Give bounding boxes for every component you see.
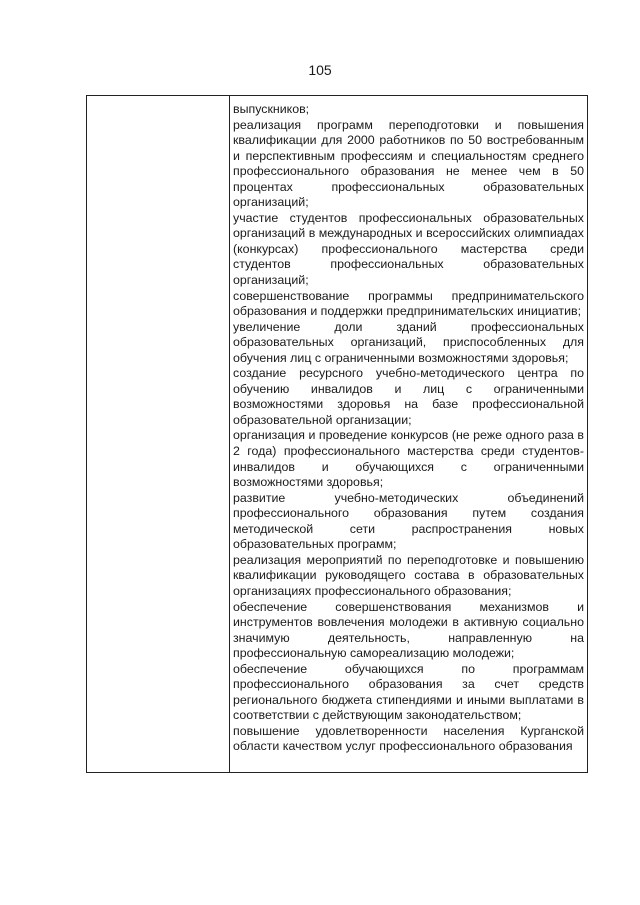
list-item: обеспечение совершенствования механизмов и инструментов вовлечения молодежи в активную социально значимую деятельность, направленную на профессиональную самореализацию молодежи; — [233, 599, 584, 661]
list-item: создание ресурсного учебно-методического центра по обучению инвалидов и лиц с ограниченными возможностями здоровья на базе профессиональной образовательной организации; — [233, 366, 584, 427]
list-item: реализация мероприятий по переподготовке и повышению квалификации руководящего состава в образовательных организациях профессионального образования; — [233, 552, 584, 598]
list-item: обеспечение обучающихся по программам профессионального образования за счет средств регионального бюджета стипендиями и иными выплатами в соответствии с действующим законодательством; — [233, 661, 584, 723]
column-divider — [229, 96, 230, 772]
list-item: увеличение доли зданий профессиональных образовательных организаций, приспособленных для обучения лиц с ограниченными возможностями здоровья; — [233, 319, 584, 365]
list-item: реализация программ переподготовки и повышения квалификации для 2000 работников по 50 востребованным и перспективным профессиям и специальностям среднего профессионального образования не менее чем в 50 процентах профессиональных образовательных организаций; — [233, 117, 584, 210]
list-item: развитие учебно-методических объединений профессионального образования путем создания методической сети распространения новых образовательных программ; — [233, 490, 584, 552]
right-cell — [233, 102, 584, 755]
list-item: участие студентов профессиональных образовательных организаций в международных и всероссийских олимпиадах (конкурсах) профессионального мастерства среди студентов профессиональных образовательных организаций; — [233, 210, 584, 288]
page-number: 105 — [308, 62, 332, 78]
list-item: совершенствование программы предпринимательского образования и поддержки предпринимательских инициатив; — [233, 288, 584, 319]
list-item: повышение удовлетворенности населения Курганской области качеством услуг профессионального образования — [233, 723, 584, 754]
list-item: организация и проведение конкурсов (не реже одного раза в 2 года) профессионального мастерства среди студентов-инвалидов и обучающихся с ограниченными возможностями здоровья; — [233, 428, 584, 490]
document-table — [86, 95, 588, 773]
list-item: выпускников; — [233, 102, 310, 116]
